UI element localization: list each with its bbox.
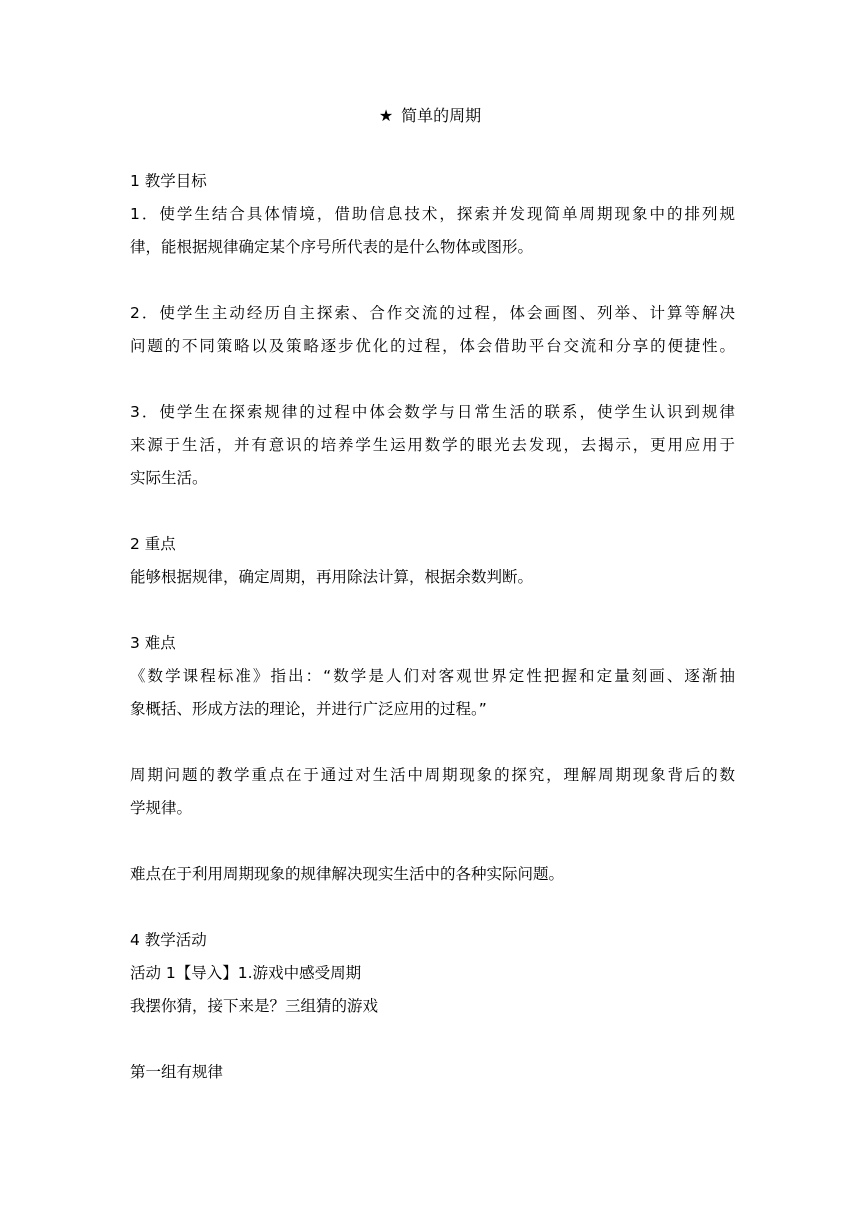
- activity-1-line-3: 第一组有规律: [130, 1063, 224, 1081]
- goal-2-line-1: 2．使学生主动经历自主探索、合作交流的过程，体会画图、列举、计算等解决: [130, 304, 735, 322]
- section-heading-difficulties: 3 难点: [130, 634, 176, 652]
- document-title-text: 简单的周期: [401, 106, 482, 125]
- goal-3-line-1: 3．使学生在探索规律的过程中体会数学与日常生活的联系，使学生认识到规律: [130, 403, 735, 421]
- difficulties-para-3: 难点在于利用周期现象的规律解决现实生活中的各种实际问题。: [130, 865, 565, 883]
- activity-1-title: 活动 1【导入】1.游戏中感受周期: [130, 964, 362, 982]
- goal-2-line-2: 问题的不同策略以及策略逐步优化的过程，体会借助平台交流和分享的便捷性。: [130, 337, 735, 355]
- section-heading-goals: 1 教学目标: [130, 172, 207, 190]
- goal-3-line-3: 实际生活。: [130, 469, 208, 487]
- section-heading-activities: 4 教学活动: [130, 931, 207, 949]
- goal-1-line-1: 1．使学生结合具体情境，借助信息技术，探索并发现简单周期现象中的排列规: [130, 205, 735, 223]
- star-icon: ★: [378, 106, 394, 125]
- section-heading-key-points: 2 重点: [130, 535, 176, 553]
- key-points-text: 能够根据规律，确定周期，再用除法计算，根据余数判断。: [130, 568, 534, 586]
- difficulties-para-1-line-1: 《数学课程标准》指出：“数学是人们对客观世界定性把握和定量刻画、逐渐抽: [130, 667, 735, 685]
- goal-3-line-2: 来源于生活，并有意识的培养学生运用数学的眼光去发现，去揭示，更用应用于: [130, 436, 735, 454]
- difficulties-para-1-line-2: 象概括、形成方法的理论，并进行广泛应用的过程。”: [130, 700, 487, 718]
- document-title: [0, 105, 860, 127]
- difficulties-para-2-line-1: 周期问题的教学重点在于通过对生活中周期现象的探究，理解周期现象背后的数: [130, 766, 735, 784]
- goal-1-line-2: 律，能根据规律确定某个序号所代表的是什么物体或图形。: [130, 238, 534, 256]
- activity-1-line-2: 我摆你猜，接下来是？三组猜的游戏: [130, 997, 379, 1015]
- difficulties-para-2-line-2: 学规律。: [130, 799, 193, 817]
